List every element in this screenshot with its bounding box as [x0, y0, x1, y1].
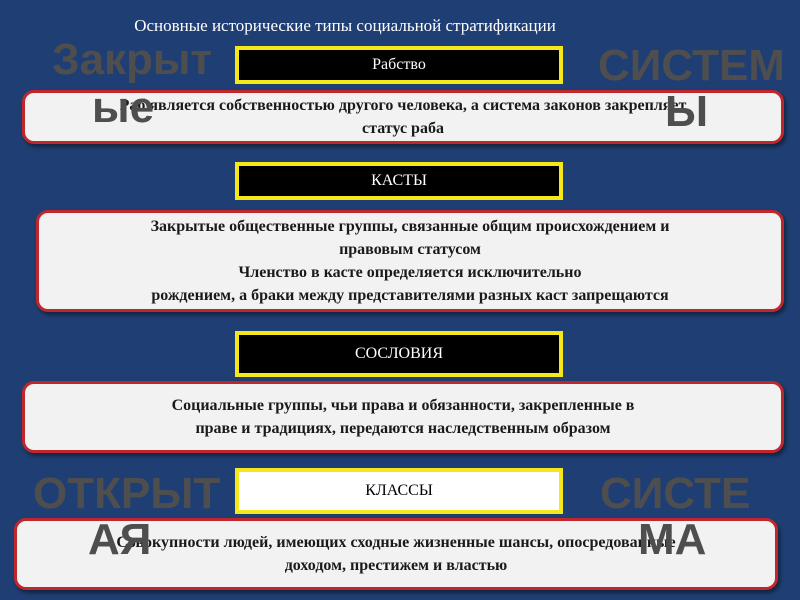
desc-line: правовым статусом	[339, 241, 481, 258]
desc-line: рождением, а браки между представителями разных каст запрещаются	[151, 287, 669, 304]
closed-system-line2: Ы	[665, 87, 709, 136]
page-title: Основные исторические типы социальной стратификации	[134, 16, 556, 35]
desc-line: Раб является собственностью другого человека, а система законов закрепляет	[119, 97, 687, 114]
type-header-castes: КАСТЫ	[235, 162, 563, 200]
type-header-slavery: Рабство	[235, 46, 563, 84]
type-header-estates: СОСЛОВИЯ	[235, 331, 563, 377]
type-desc-castes	[36, 210, 784, 312]
open-label-line1: ОТКРЫТ	[33, 469, 221, 518]
type-header-classes: КЛАССЫ	[235, 468, 563, 514]
closed-system-line1: СИСТЕМ	[598, 41, 785, 90]
closed-label-line2: ые	[92, 83, 155, 132]
open-label-line2: АЯ	[88, 515, 152, 564]
desc-line: Закрытые общественные группы, связанные общим происхождением и	[150, 218, 670, 235]
desc-line: праве и традициях, передаются наследственным образом	[195, 420, 611, 437]
desc-line: Социальные группы, чьи права и обязанности, закрепленные в	[171, 397, 635, 414]
type-desc-estates	[22, 381, 784, 453]
desc-line: Членство в касте определяется исключительно	[238, 264, 582, 281]
open-system-line1: СИСТЕ	[600, 469, 751, 518]
desc-line: доходом, престижем и властью	[284, 557, 508, 574]
desc-line: Совокупности людей, имеющих сходные жизненные шансы, опосредованные	[116, 534, 676, 551]
desc-line: статус раба	[362, 120, 444, 137]
closed-label-line1: Закрыт	[52, 35, 213, 84]
open-system-line2: МА	[638, 515, 707, 564]
